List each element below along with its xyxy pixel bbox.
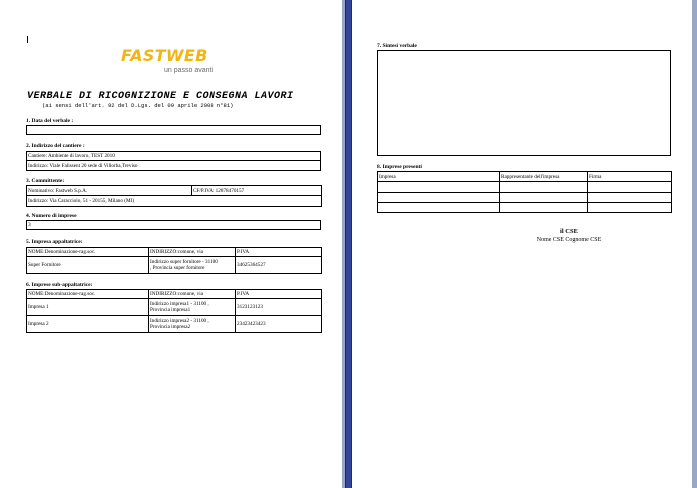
client-table: [26, 185, 322, 207]
subcontractor-vat-cell[interactable]: 3123123123: [236, 299, 322, 316]
summary-textarea[interactable]: [377, 50, 671, 156]
present-col-company: Impresa: [378, 172, 500, 182]
document-title: VERBALE DI RICOGNIZIONE E CONSEGNA LAVORI: [27, 91, 294, 102]
document-subtitle: (ai sensi dell'art. 92 del D.Lgs. del 09 aprile 2008 n°81): [42, 102, 234, 109]
subcontractor-col-name: NOME:Denominazione-rag.soc.: [27, 290, 149, 299]
company-count-field[interactable]: 3: [26, 220, 321, 230]
section-6-heading: 6. Imprese sub-appaltatrice:: [26, 282, 93, 288]
present-signature-cell[interactable]: [588, 203, 672, 213]
page-gutter: [345, 0, 352, 488]
logo-tagline: un passo avanti: [164, 67, 214, 74]
page-edge-shadow: [692, 0, 697, 488]
table-row: [27, 316, 322, 333]
site-name-cell[interactable]: Cantiere: Ambiente di lavoro, TEST 2010: [27, 152, 321, 161]
page-1: [0, 0, 345, 488]
subcontractor-address-cell[interactable]: Indirizzo impresa1 - 31100 , Provincia impresa1: [149, 299, 236, 316]
subcontractor-name-cell[interactable]: Impresa 2: [27, 316, 149, 333]
present-companies-table: [377, 171, 672, 213]
client-address-cell[interactable]: Indirizzo: Via Caracciolo, 51 - 20155, Milano (MI): [27, 196, 322, 207]
contractor-vat-cell[interactable]: 34625364527: [236, 257, 322, 274]
present-signature-cell[interactable]: [588, 193, 672, 203]
present-representative-cell[interactable]: [500, 182, 588, 193]
signature-title: il CSE: [560, 228, 578, 235]
present-representative-cell[interactable]: [500, 203, 588, 213]
site-address-cell[interactable]: Indirizzo: Viale Falissent 20 sede di Villorba,Treviso: [27, 161, 321, 171]
contractor-col-vat: P.IVA: [236, 248, 322, 257]
client-vat-cell[interactable]: CF/P.IVA: 12878470157: [192, 186, 322, 196]
subcontractor-col-address: INDIRIZZO:comune, via: [149, 290, 236, 299]
present-signature-cell[interactable]: [588, 182, 672, 193]
contractor-table: [26, 247, 322, 274]
table-row: [378, 193, 672, 203]
text-cursor: [27, 36, 28, 43]
subcontractor-col-vat: P.IVA: [236, 290, 322, 299]
site-address-table: [26, 151, 321, 171]
section-8-heading: 8. Imprese presenti: [377, 164, 422, 170]
contractor-name-cell[interactable]: Super Fornitore: [27, 257, 149, 274]
contractor-address-cell[interactable]: Indirizzo super fornitore - 31100 , Provincia super fornitore: [149, 257, 236, 274]
section-1-heading: 1. Data del verbale :: [26, 118, 74, 124]
present-company-cell[interactable]: [378, 203, 500, 213]
section-7-heading: 7. Sintesi verbale: [377, 43, 417, 49]
section-4-heading: 4. Numero di imprese: [26, 213, 77, 219]
signature-name: Nome CSE Cognome CSE: [536, 237, 602, 243]
client-name-cell[interactable]: Nominativo: Fastweb S.p.A.: [27, 186, 192, 196]
table-row: [378, 203, 672, 213]
present-company-cell[interactable]: [378, 182, 500, 193]
present-representative-cell[interactable]: [500, 193, 588, 203]
subcontractor-name-cell[interactable]: Impresa 1: [27, 299, 149, 316]
subcontractor-table: [26, 289, 322, 333]
section-3-heading: 3. Committente:: [26, 178, 65, 184]
fastweb-logo: [118, 46, 222, 78]
section-5-heading: 5. Impresa appaltatrice:: [26, 239, 83, 245]
date-field[interactable]: [26, 125, 321, 135]
subcontractor-vat-cell[interactable]: 23423423423: [236, 316, 322, 333]
table-row: [27, 257, 322, 274]
contractor-col-name: NOME:Denominazione-rag.soc.: [27, 248, 149, 257]
subcontractor-address-cell[interactable]: Indirizzo impresa2 - 31100 , Provincia impresa2: [149, 316, 236, 333]
contractor-col-address: INDIRIZZO:comune, via: [149, 248, 236, 257]
table-row: [378, 182, 672, 193]
present-company-cell[interactable]: [378, 193, 500, 203]
present-col-signature: Firma: [588, 172, 672, 182]
logo-wordmark: FASTWEB: [121, 46, 208, 65]
present-col-representative: Rappresentante dell'impresa: [500, 172, 588, 182]
page-2: [352, 0, 697, 488]
section-2-heading: 2. Indirizzo del cantiere :: [26, 143, 85, 149]
table-row: [27, 299, 322, 316]
